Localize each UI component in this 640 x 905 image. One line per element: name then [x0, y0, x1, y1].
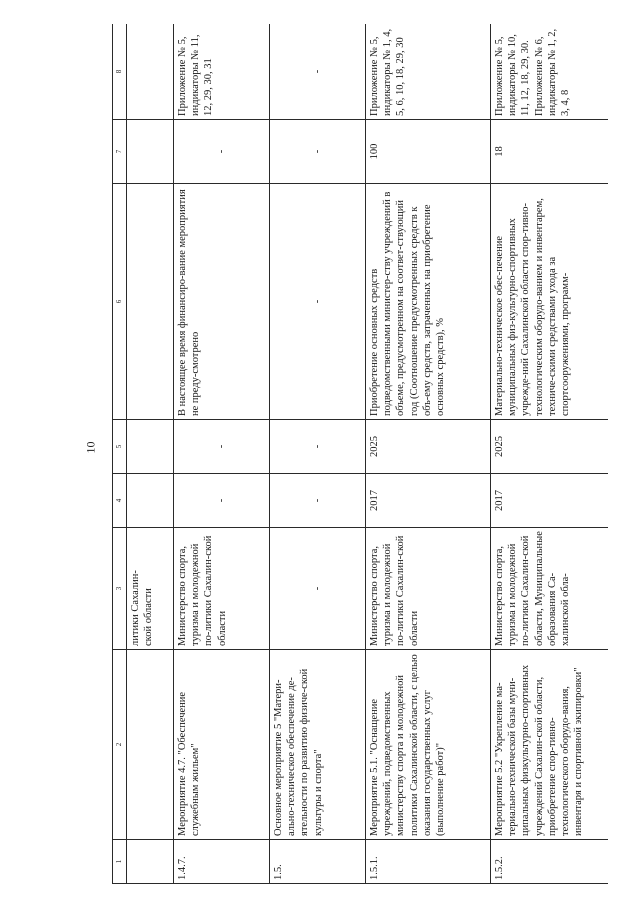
column-header: 6 — [113, 184, 127, 420]
table-row — [366, 24, 491, 884]
column-header: 7 — [113, 120, 127, 184]
activity-name: Мероприятие 4.7. "Обеспечение служебным жильем" — [174, 650, 270, 840]
activity-name — [127, 650, 174, 840]
table-row — [174, 24, 270, 884]
target-value: 18 — [491, 120, 609, 184]
column-header: 2 — [113, 650, 127, 840]
appendix-ref: Приложение № 5, индикаторы № 11, 12, 29, 30, 31 — [174, 24, 270, 120]
row-number — [127, 840, 174, 884]
end-year — [127, 420, 174, 474]
table-row — [491, 24, 609, 884]
target-value: - — [174, 120, 270, 184]
indicator: Материально-техническое обес-печение муниципальных физ-культурно-спортивных учрежде-ний Сахалинской области спор-тивно-технологическим оборудо-ванием и инвентарем, техниче-скими средствами ухода за спортсооружениями, программ- — [491, 184, 609, 420]
target-value — [127, 120, 174, 184]
activity-name: Мероприятие 5.2 "Укрепление ма-териально-технической базы муни-ципальных физкультурно-спортивных учреждений Сахалин-ской области, приобретение спор-тивно-технологического оборудо-вания, инвентаря и спортивной экипировки" — [491, 650, 609, 840]
activity-name: Основное мероприятие 5 "Матери-ально-техническое обеспечение де-ятельности по развитию физиче-ской культуры и спорта" — [270, 650, 366, 840]
row-number: 1.5.2. — [491, 840, 609, 884]
end-year: 2025 — [366, 420, 491, 474]
executor: Министерство спорта, туризма и молодежной по-литики Сахалин-ской области — [174, 528, 270, 650]
column-numbers-row — [113, 24, 127, 884]
executor: Министерство спорта, туризма и молодежной по-литики Сахалин-ской области, Муниципальные образования Са-халинской обла- — [491, 528, 609, 650]
executor: литики Сахалин- ской области — [127, 528, 174, 650]
table-row — [270, 24, 366, 884]
row-number: 1.4.7. — [174, 840, 270, 884]
appendix-ref: Приложение № 5, индикаторы № 1, 4, 5, 6, 10, 18, 29, 30 — [366, 24, 491, 120]
start-year — [127, 474, 174, 528]
appendix-ref: - — [270, 24, 366, 120]
activities-table — [112, 24, 608, 884]
indicator — [127, 184, 174, 420]
start-year: 2017 — [366, 474, 491, 528]
column-header: 5 — [113, 420, 127, 474]
indicator: Приобретение основных средств подведомственными министер-ству учреждений в объеме, предусмотренном на соответ-ствующий год (Соотношение предусмотренных средств к объ-ему средств, затраченных на приобретение основных средств), % — [366, 184, 491, 420]
end-year: - — [174, 420, 270, 474]
appendix-ref — [127, 24, 174, 120]
start-year: - — [174, 474, 270, 528]
target-value: 100 — [366, 120, 491, 184]
column-header: 1 — [113, 840, 127, 884]
page-number: 10 — [83, 441, 98, 454]
indicator: - — [270, 184, 366, 420]
end-year: - — [270, 420, 366, 474]
appendix-ref: Приложение № 5, индикаторы № 10, 11, 12, 18, 29, 30. Приложение № 6, индикаторы № 1, 2, 3, 4, 8 — [491, 24, 609, 120]
start-year: - — [270, 474, 366, 528]
column-header: 3 — [113, 528, 127, 650]
column-header: 8 — [113, 24, 127, 120]
indicator: В настоящее время финансиро-вание мероприятия не преду-смотрено — [174, 184, 270, 420]
start-year: 2017 — [491, 474, 609, 528]
target-value: - — [270, 120, 366, 184]
activity-name: Мероприятие 5.1. "Оснащение учреждений, подведомственных министерству спорта и молодежной политики Сахалинской области, с целью оказания государственных услуг (выполнение работ)" — [366, 650, 491, 840]
row-number: 1.5. — [270, 840, 366, 884]
executor: - — [270, 528, 366, 650]
column-header: 4 — [113, 474, 127, 528]
rotated-page-area — [112, 24, 608, 884]
executor: Министерство спорта, туризма и молодежной по-литики Сахалин-ской области — [366, 528, 491, 650]
row-number: 1.5.1. — [366, 840, 491, 884]
end-year: 2025 — [491, 420, 609, 474]
table-row — [127, 24, 174, 884]
